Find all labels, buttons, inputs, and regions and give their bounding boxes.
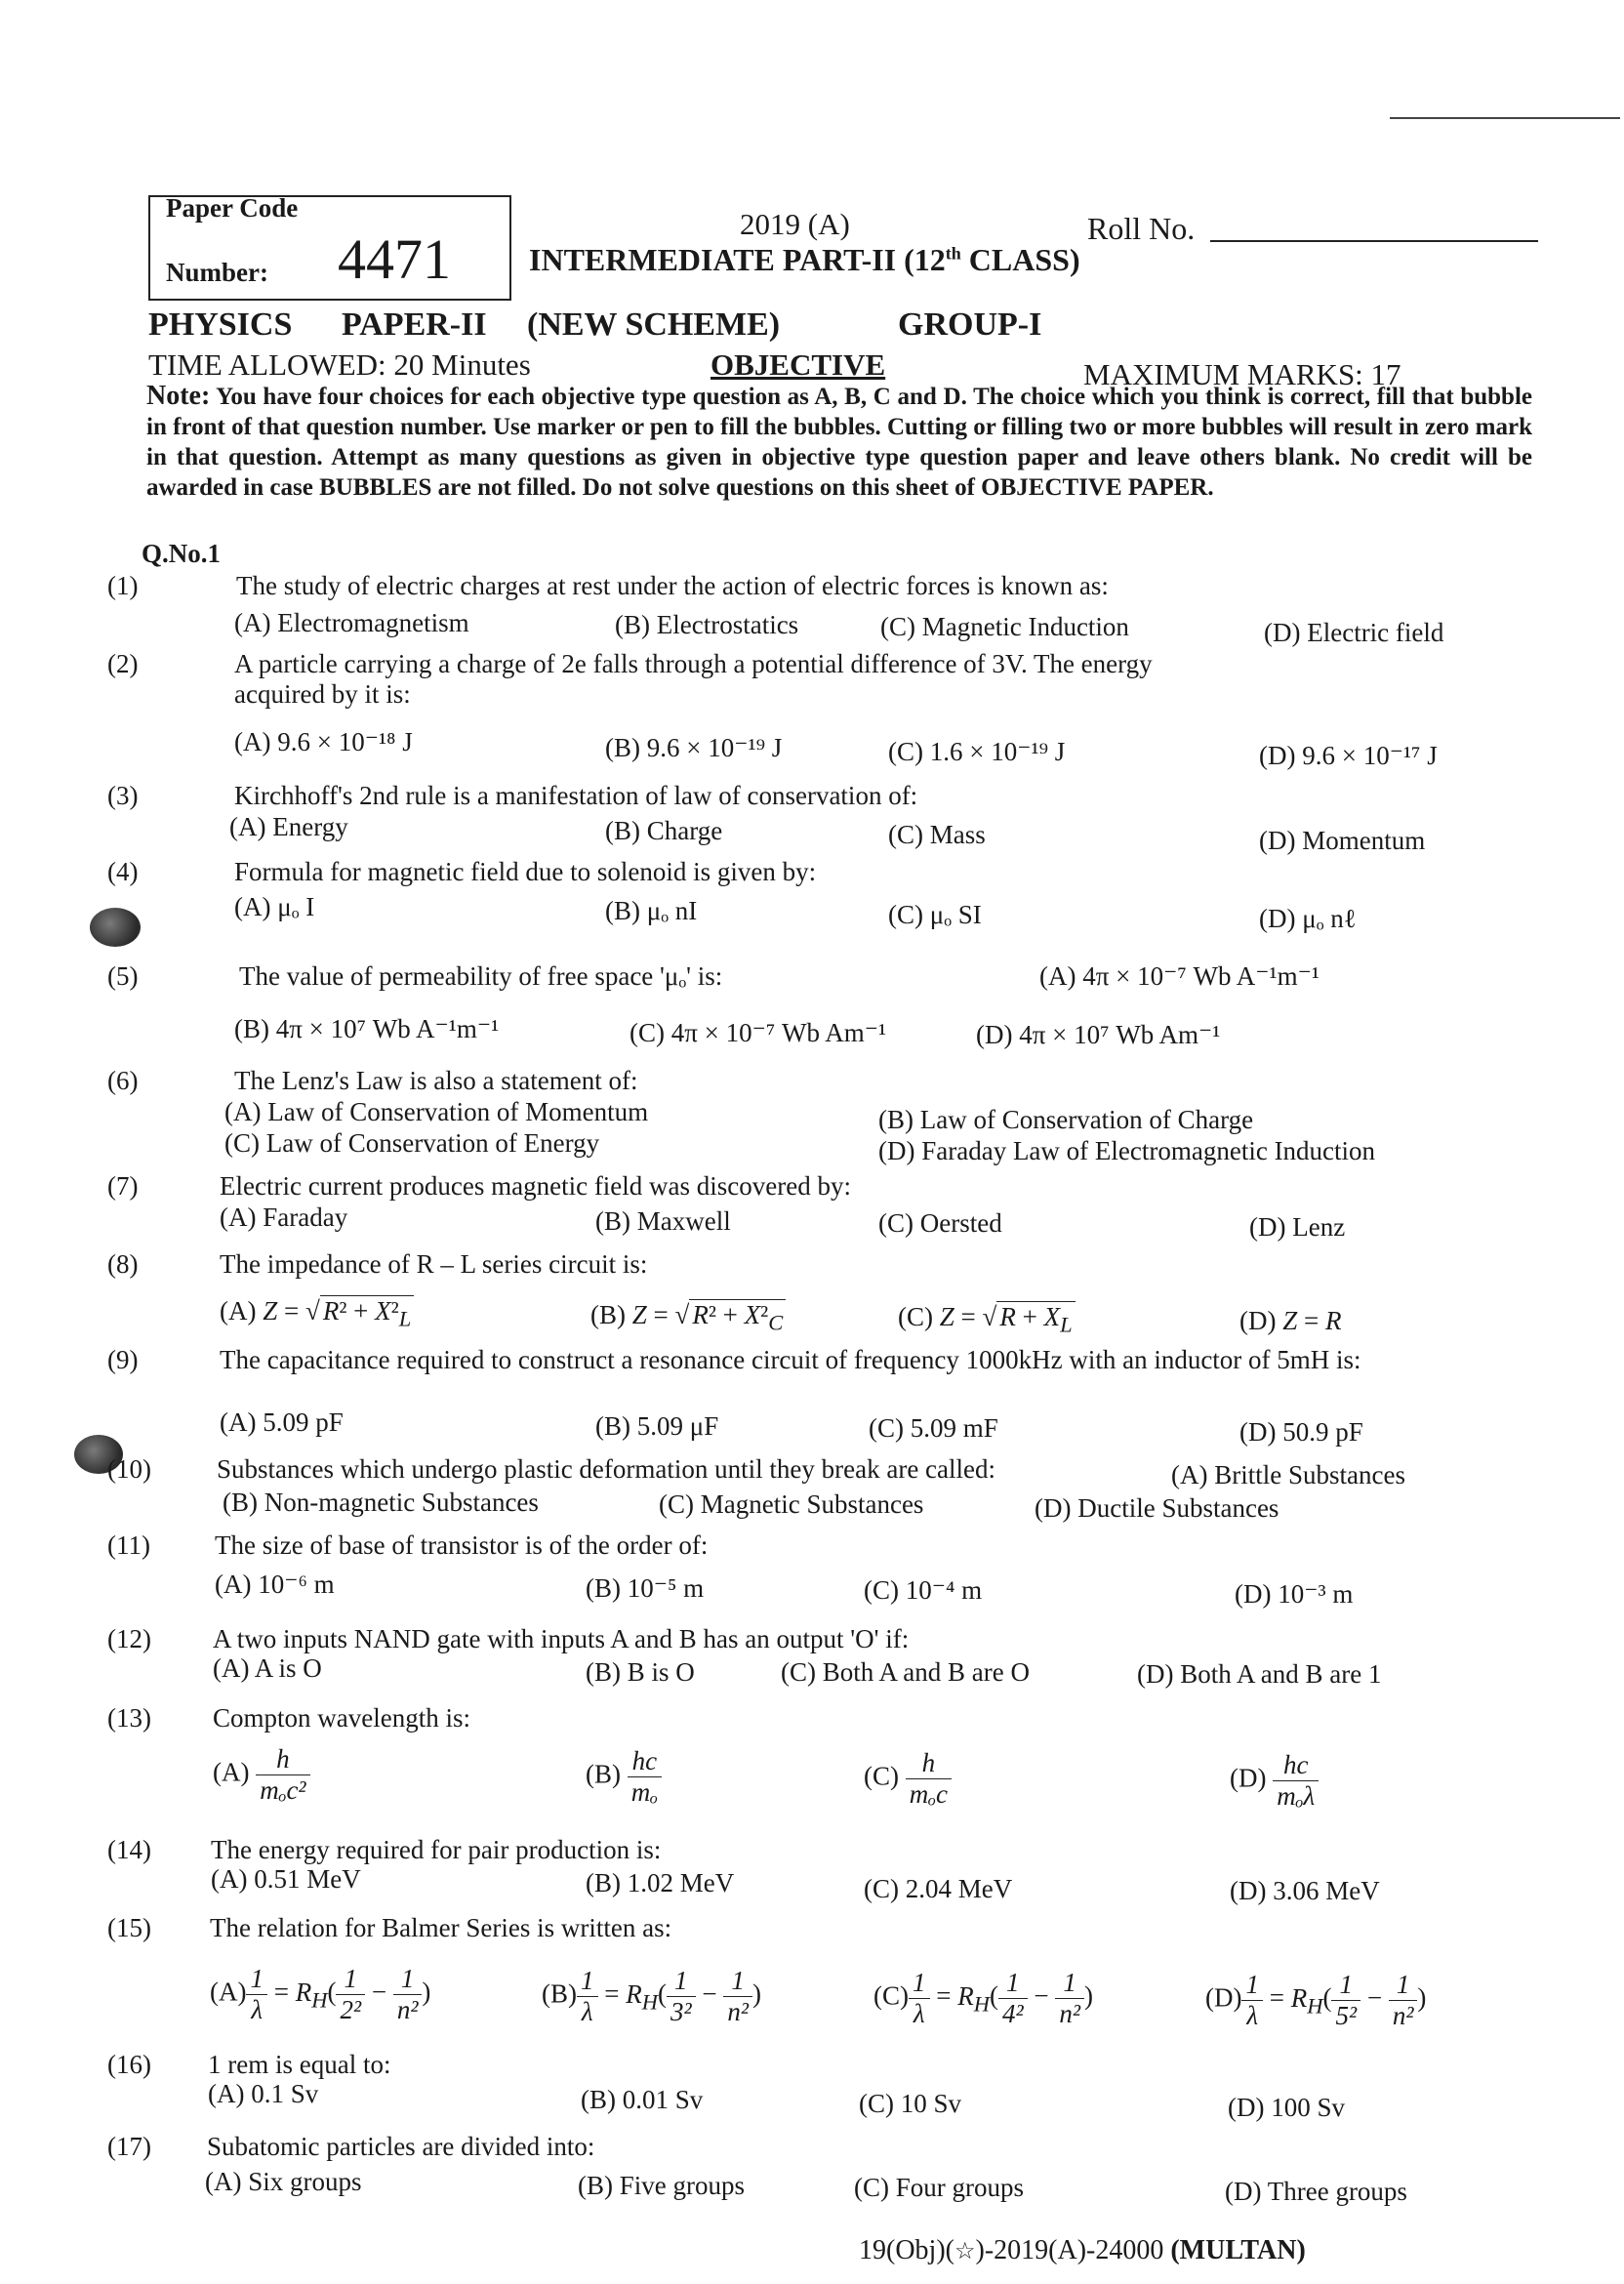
option-c: (C) Oersted: [878, 1208, 1002, 1238]
question-text: The capacitance required to construct a resonance circuit of frequency 1000kHz with an inductor of 5mH is:: [220, 1345, 1361, 1374]
option-d: (D) $\frac{1}{\lambda}$ = $R_H$( $\frac{1}{\text{5²}}$ − $\frac{1}{\text{n²}}$ ): [1205, 1970, 1427, 2030]
option-b: (B) Charge: [605, 816, 723, 845]
option-c: (C) Four groups: [854, 2173, 1024, 2202]
option-b: (B) Non-magnetic Substances: [223, 1488, 539, 1517]
question-number: (3): [107, 781, 139, 810]
time-allowed: TIME ALLOWED: 20 Minutes: [148, 347, 531, 382]
option-c: (C) 4π × 10⁻⁷ Wb Am⁻¹: [629, 1018, 887, 1047]
option-b: (B) μₒ nI: [605, 896, 698, 925]
paper-code-label: Paper Code: [166, 193, 299, 223]
question-number: (15): [107, 1913, 151, 1942]
paper: PAPER-II: [342, 306, 487, 343]
option-d: (D) Lenz: [1249, 1212, 1346, 1242]
option-c: (C) $\frac{h}{\text{mₒc}}$: [864, 1748, 952, 1810]
option-a: (A) A is O: [213, 1653, 322, 1683]
option-b: (B) 10⁻⁵ m: [586, 1573, 705, 1603]
question-text: 1 rem is equal to:: [208, 2050, 391, 2079]
option-d: (D) 4π × 10⁷ Wb Am⁻¹: [976, 1020, 1221, 1049]
question-number: (11): [107, 1530, 150, 1560]
option-a: (A) $\frac{1}{\lambda}$ = $R_H$( $\frac{1}{\text{2²}}$ − $\frac{1}{\text{n²}}$ ): [210, 1964, 431, 2024]
option-a: (A) 0.51 MeV: [211, 1864, 361, 1894]
option-b: (B) Electrostatics: [615, 610, 799, 639]
option-c: (C) Both A and B are O: [781, 1657, 1030, 1687]
question-text: The relation for Balmer Series is written as:: [210, 1913, 672, 1942]
option-b: (B) 5.09 μF: [595, 1411, 719, 1441]
option-c: (C) Magnetic Substances: [659, 1489, 924, 1519]
question-number: (9): [107, 1345, 139, 1374]
option-a: (A) 5.09 pF: [220, 1407, 344, 1437]
exam-year: 2019 (A): [740, 207, 850, 241]
question-number: (14): [107, 1835, 151, 1864]
option-a: (A) μₒ I: [234, 892, 315, 921]
question-number: (1): [107, 571, 139, 600]
option-d: (D) Electric field: [1264, 618, 1444, 647]
option-b: (B) Law of Conservation of Charge: [878, 1105, 1254, 1134]
question-number: (4): [107, 857, 139, 886]
group: GROUP-I: [898, 306, 1042, 343]
option-b: (B) 1.02 MeV: [586, 1868, 735, 1897]
question-number-heading: Q.No.1: [142, 539, 221, 568]
option-d: (D) Ductile Substances: [1035, 1493, 1279, 1523]
option-c: (C) Law of Conservation of Energy: [224, 1128, 600, 1158]
question-text: The impedance of R – L series circuit is:: [220, 1249, 648, 1279]
footer-code: 19(Obj)(☆)-2019(A)-24000 (MULTAN): [859, 2235, 1306, 2265]
option-c: (C) $\frac{1}{\lambda}$ = $R_H$( $\frac{1}{\text{4²}}$ − $\frac{1}{\text{n²}}$ ): [873, 1968, 1093, 2028]
paper-type: OBJECTIVE: [710, 347, 886, 382]
option-b: (B) 4π × 10⁷ Wb A⁻¹m⁻¹: [234, 1014, 500, 1043]
question-number: (5): [107, 961, 139, 991]
option-b: (B) 0.01 Sv: [581, 2085, 704, 2114]
option-c: (C) μₒ SI: [888, 900, 982, 929]
question-number: (17): [107, 2132, 151, 2161]
option-a: (A) Faraday: [220, 1203, 348, 1232]
number-label: Number:: [166, 258, 268, 287]
roll-no-label: Roll No.: [1087, 211, 1196, 246]
question-text: A two inputs NAND gate with inputs A and B has an output 'O' if:: [213, 1624, 910, 1653]
question-number: (12): [107, 1624, 151, 1653]
question-number: (8): [107, 1249, 139, 1279]
option-d: (D) 50.9 pF: [1239, 1417, 1363, 1447]
option-b: (B) 9.6 × 10⁻¹⁹ J: [605, 733, 783, 762]
max-marks: MAXIMUM MARKS: 17: [1083, 357, 1401, 391]
option-c: (C) Mass: [888, 820, 986, 849]
question-text: A particle carrying a charge of 2e falls through a potential difference of 3V. The energy acquired by it is:: [234, 649, 1153, 709]
option-c: (C) 1.6 × 10⁻¹⁹ J: [888, 737, 1066, 766]
question-text: Formula for magnetic field due to solenoid is given by:: [234, 857, 817, 886]
option-c: (C) 5.09 mF: [869, 1413, 998, 1443]
question-number: (2): [107, 649, 139, 678]
paper-code-number: 4471: [338, 227, 451, 291]
option-d: (D) Three groups: [1225, 2177, 1407, 2206]
exam-title: INTERMEDIATE PART-II (12th CLASS): [529, 242, 1080, 277]
option-d: (D) Both A and B are 1: [1137, 1659, 1382, 1689]
question-number: (6): [107, 1066, 139, 1095]
option-d: (D) 3.06 MeV: [1230, 1876, 1380, 1905]
option-d: (D) Momentum: [1259, 826, 1426, 855]
option-a: (A) Six groups: [205, 2167, 362, 2196]
star-icon: ☆: [954, 2239, 976, 2264]
option-d: (D) 9.6 × 10⁻¹⁷ J: [1259, 741, 1438, 770]
option-b: (B) $\frac{hc}{\text{mₒ}}$: [586, 1746, 662, 1808]
option-a: (A) Z = √ $R^2 + X^2_L$: [220, 1296, 414, 1331]
option-d: (D) 100 Sv: [1228, 2093, 1345, 2122]
ink-blot: [90, 908, 141, 947]
option-c: (C) 10 Sv: [859, 2089, 962, 2118]
option-b: (B) Z = √ $R^2 + X^2_C$: [590, 1300, 786, 1335]
option-d: (D) Faraday Law of Electromagnetic Induction: [878, 1136, 1376, 1165]
option-d: (D) μₒ nℓ: [1259, 904, 1357, 933]
option-a: (A) Electromagnetism: [234, 608, 469, 637]
option-b: (B) Five groups: [578, 2171, 745, 2200]
option-c: (C) Z = √ $R + X_L$: [898, 1302, 1076, 1337]
question-text: The Lenz's Law is also a statement of:: [234, 1066, 638, 1095]
option-a: (A) Energy: [229, 812, 348, 841]
option-a: (A) 0.1 Sv: [208, 2079, 319, 2108]
option-c: (C) 2.04 MeV: [864, 1874, 1013, 1903]
option-d: (D) 10⁻³ m: [1235, 1579, 1354, 1609]
option-d: (D) Z = R: [1239, 1306, 1342, 1335]
option-b: (B) B is O: [586, 1657, 695, 1687]
question-text: Substances which undergo plastic deformation until they break are called:: [217, 1454, 996, 1484]
option-b: (B) $\frac{1}{\lambda}$ = $R_H$( $\frac{1}{\text{3²}}$ − $\frac{1}{\text{n²}}$ ): [542, 1966, 761, 2026]
question-text: Electric current produces magnetic field was discovered by:: [220, 1171, 851, 1201]
subject: PHYSICS: [148, 306, 293, 343]
question-number: (13): [107, 1703, 151, 1733]
option-d: (D) $\frac{hc}{\text{mₒλ}}$: [1230, 1750, 1319, 1812]
option-a: (A) Brittle Substances: [1171, 1460, 1405, 1489]
option-c: (C) 10⁻⁴ m: [864, 1575, 983, 1605]
option-b: (B) Maxwell: [595, 1206, 731, 1236]
question-text: The study of electric charges at rest under the action of electric forces is known as:: [236, 571, 1109, 600]
option-a: (A) 10⁻⁶ m: [215, 1570, 335, 1599]
option-a: (A) $\frac{h}{\text{mₒc²}}$: [213, 1744, 310, 1806]
option-a: (A) 4π × 10⁻⁷ Wb A⁻¹m⁻¹: [1039, 961, 1320, 991]
instructions-note: Note: You have four choices for each objective type question as A, B, C and D. The choice which you think is correct, fill that bubble in front of that question number. Use marker or pen to fill the bubbles. Cutting or filling two or more bubbles will result in zero mark in that question. Attempt as many questions as given in objective type question paper and leave others blank. No credit will be awarded in case BUBBLES are not filled. Do not solve questions on this sheet of OBJECTIVE PAPER.: [146, 381, 1532, 501]
option-c: (C) Magnetic Induction: [880, 612, 1129, 641]
question-text: Subatomic particles are divided into:: [207, 2132, 595, 2161]
question-number: (10): [107, 1454, 151, 1484]
question-number: (16): [107, 2050, 151, 2079]
question-text: Kirchhoff's 2nd rule is a manifestation of law of conservation of:: [234, 781, 918, 810]
option-a: (A) 9.6 × 10⁻¹⁸ J: [234, 727, 413, 756]
roll-no-field[interactable]: [1210, 240, 1538, 242]
question-number: (7): [107, 1171, 139, 1201]
scheme: (NEW SCHEME): [527, 306, 781, 343]
question-text: The energy required for pair production is:: [211, 1835, 662, 1864]
option-a: (A) Law of Conservation of Momentum: [224, 1097, 649, 1126]
scan-line: [1390, 117, 1620, 119]
question-text: The value of permeability of free space 'μₒ' is:: [239, 961, 723, 991]
question-text: The size of base of transistor is of the order of:: [215, 1530, 709, 1560]
question-text: Compton wavelength is:: [213, 1703, 470, 1733]
